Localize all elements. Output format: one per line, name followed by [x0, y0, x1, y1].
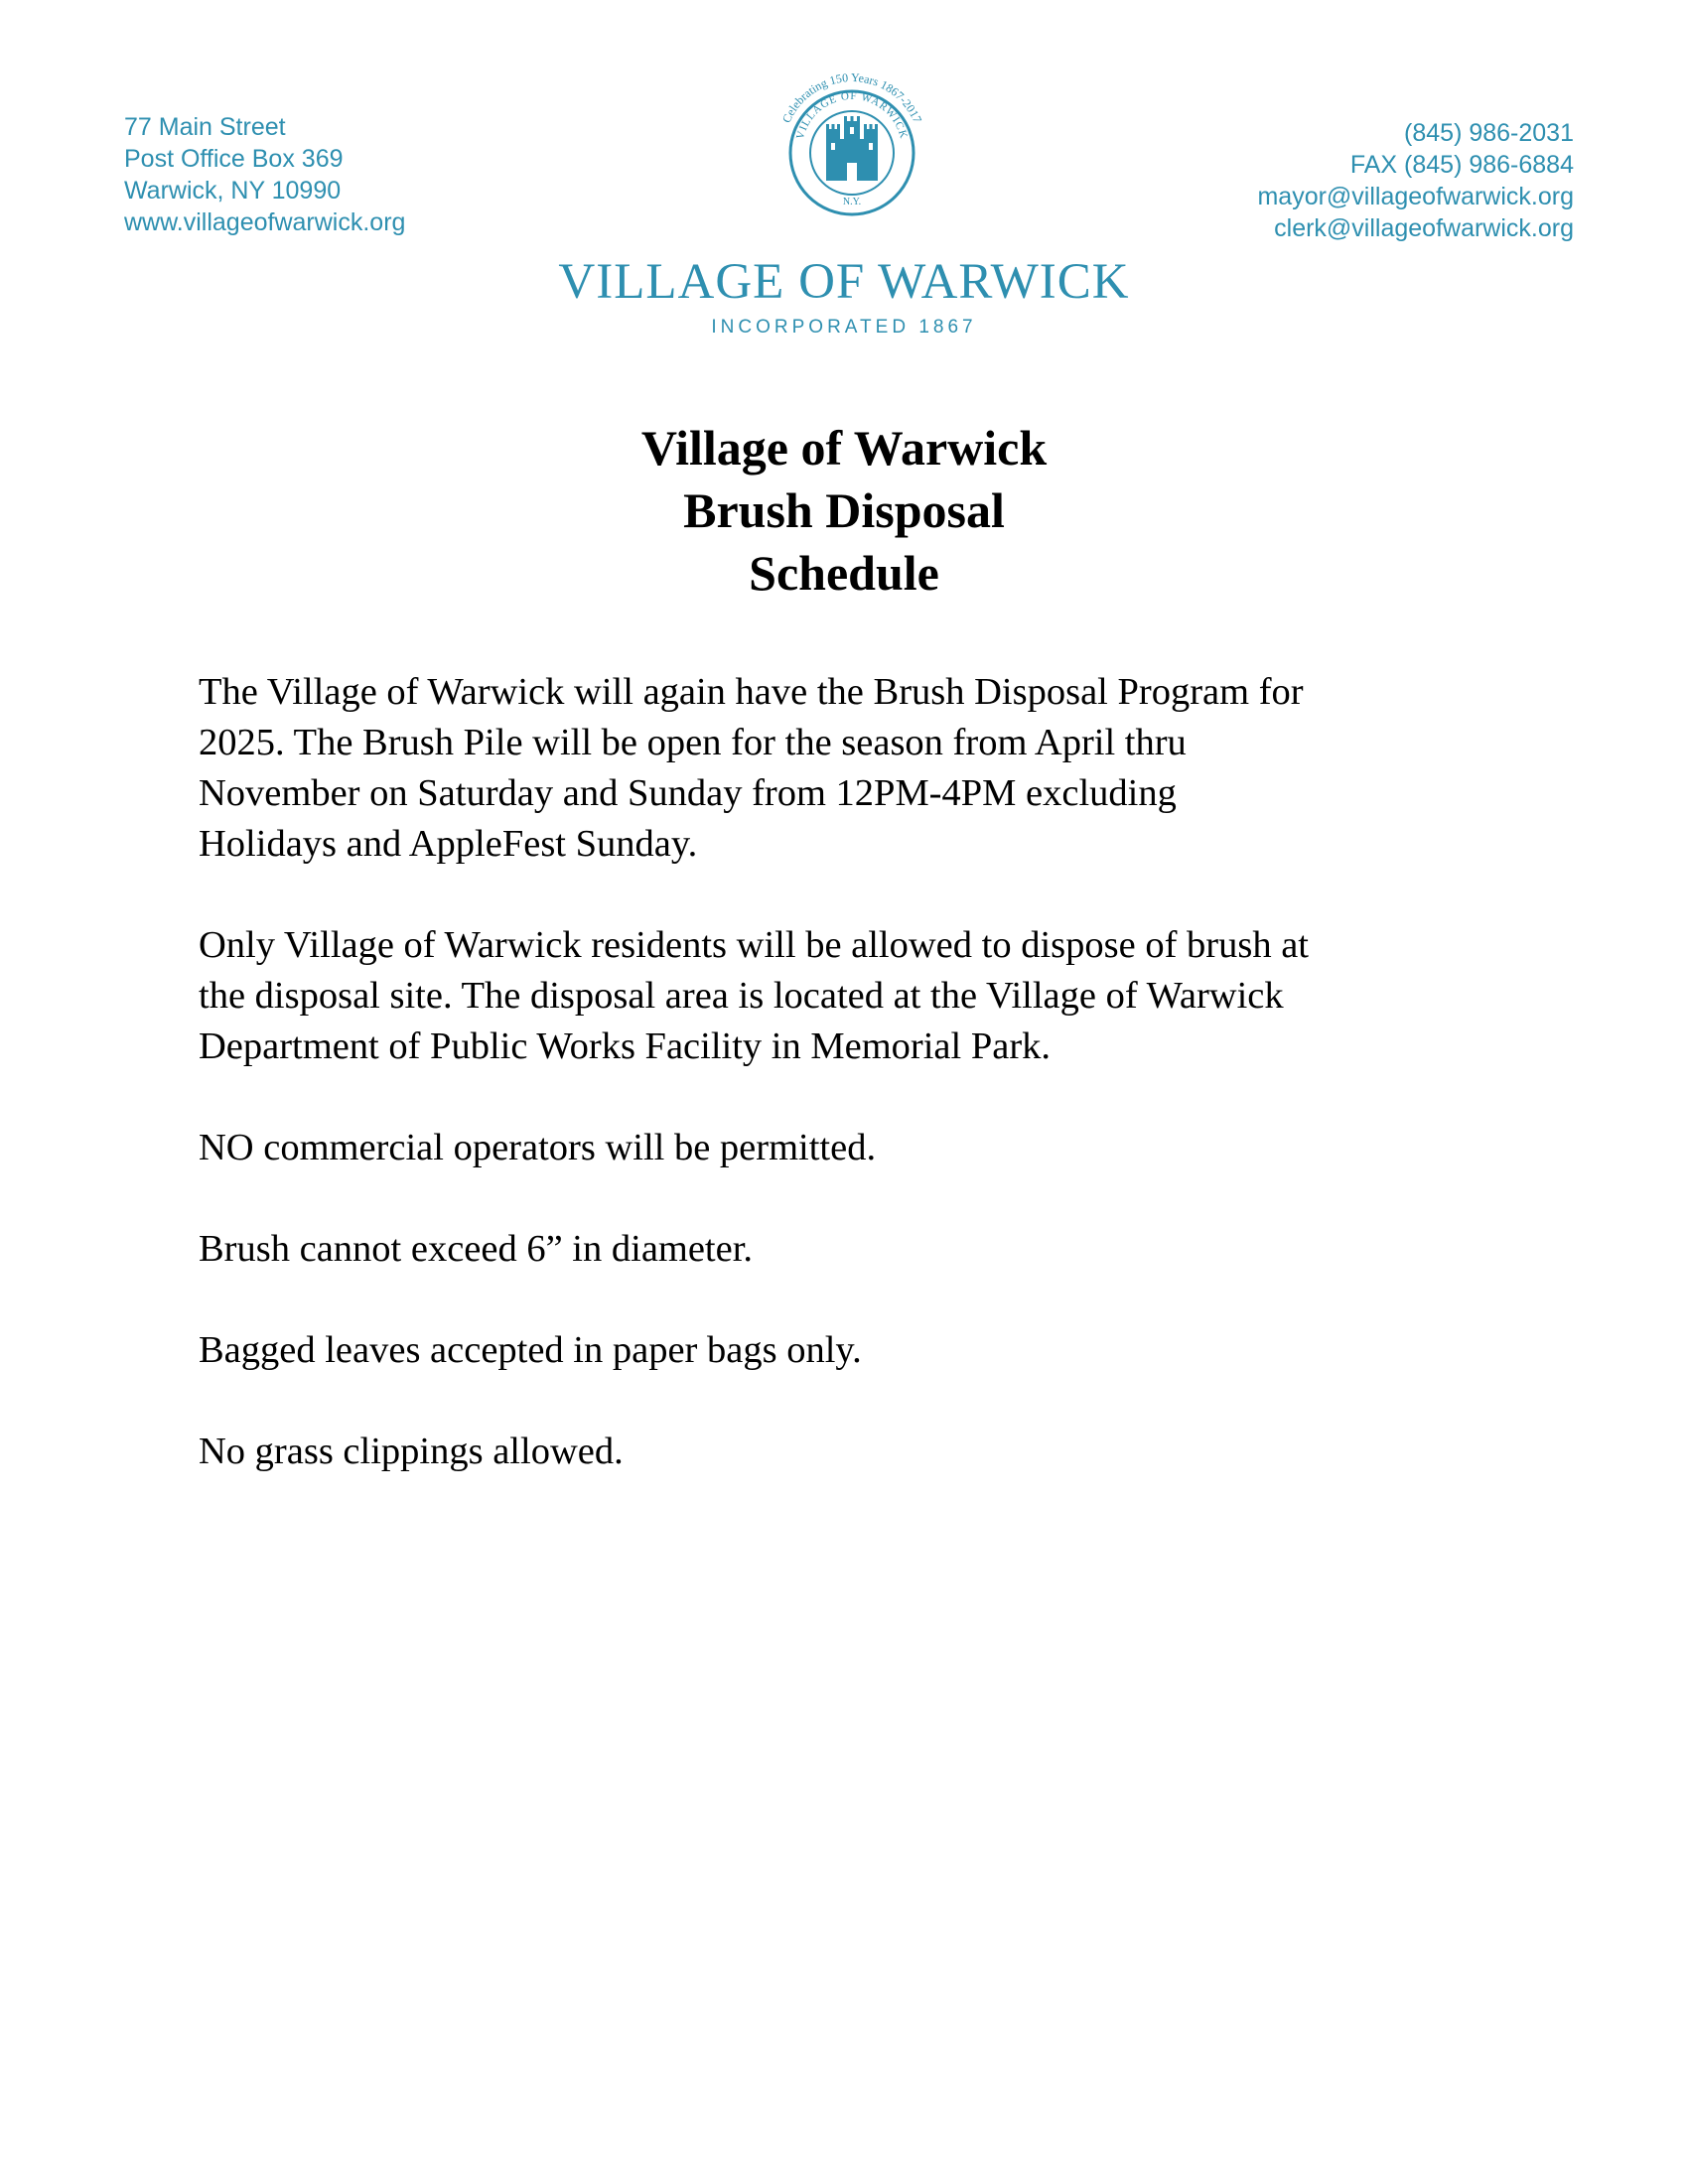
- village-name: VILLAGE OF WARWICK: [558, 254, 1130, 310]
- phone-number: (845) 986-2031: [1404, 119, 1574, 147]
- rule-diameter: Brush cannot exceed 6” in diameter.: [199, 1228, 754, 1270]
- program-paragraph: [199, 667, 1509, 870]
- program-line: Holidays and AppleFest Sunday.: [199, 823, 698, 865]
- title-line-3: Schedule: [749, 545, 939, 601]
- mayor-email-link[interactable]: mayor@villageofwarwick.org: [1257, 183, 1574, 210]
- program-line: 2025. The Brush Pile will be open for the season from April thru: [199, 722, 1187, 763]
- rule-leaves: Bagged leaves accepted in paper bags only.: [199, 1329, 862, 1371]
- fax-number: FAX (845) 986-6884: [1349, 151, 1574, 179]
- title-line-1: Village of Warwick: [640, 420, 1048, 476]
- website-link[interactable]: www.villageofwarwick.org: [124, 208, 406, 236]
- clerk-email-link[interactable]: clerk@villageofwarwick.org: [1274, 214, 1574, 242]
- rule-commercial: NO commercial operators will be permitted.: [199, 1127, 877, 1168]
- program-line: The Village of Warwick will again have the Brush Disposal Program for: [199, 671, 1304, 713]
- residents-line: Only Village of Warwick residents will be allowed to dispose of brush at: [199, 924, 1310, 966]
- address-city-state-zip: Warwick, NY 10990: [124, 177, 342, 205]
- residents-line: Department of Public Works Facility in Memorial Park.: [199, 1025, 1052, 1067]
- page-title: [0, 417, 1688, 605]
- program-line: November on Saturday and Sunday from 12PM-4PM excluding: [199, 772, 1177, 814]
- residents-paragraph: [199, 920, 1509, 1072]
- seal-bottom-text: N.Y.: [842, 197, 862, 207]
- incorporated-year: INCORPORATED 1867: [711, 317, 977, 338]
- address-po-box: Post Office Box 369: [124, 145, 344, 173]
- letterhead-address: [124, 111, 405, 238]
- seal-outer-text: Celebrating 150 Years 1867-2017: [778, 69, 925, 125]
- notice-body: [199, 667, 1509, 1528]
- rule-grass: No grass clippings allowed.: [199, 1431, 624, 1472]
- seal-ring-text: VILLAGE OF WARWICK: [793, 89, 911, 141]
- residents-line: the disposal site. The disposal area is located at the Village of Warwick: [199, 975, 1284, 1017]
- village-seal-icon: [763, 60, 941, 238]
- title-line-2: Brush Disposal: [683, 482, 1005, 538]
- letterhead-contact: [1257, 117, 1574, 244]
- address-street: 77 Main Street: [124, 113, 286, 141]
